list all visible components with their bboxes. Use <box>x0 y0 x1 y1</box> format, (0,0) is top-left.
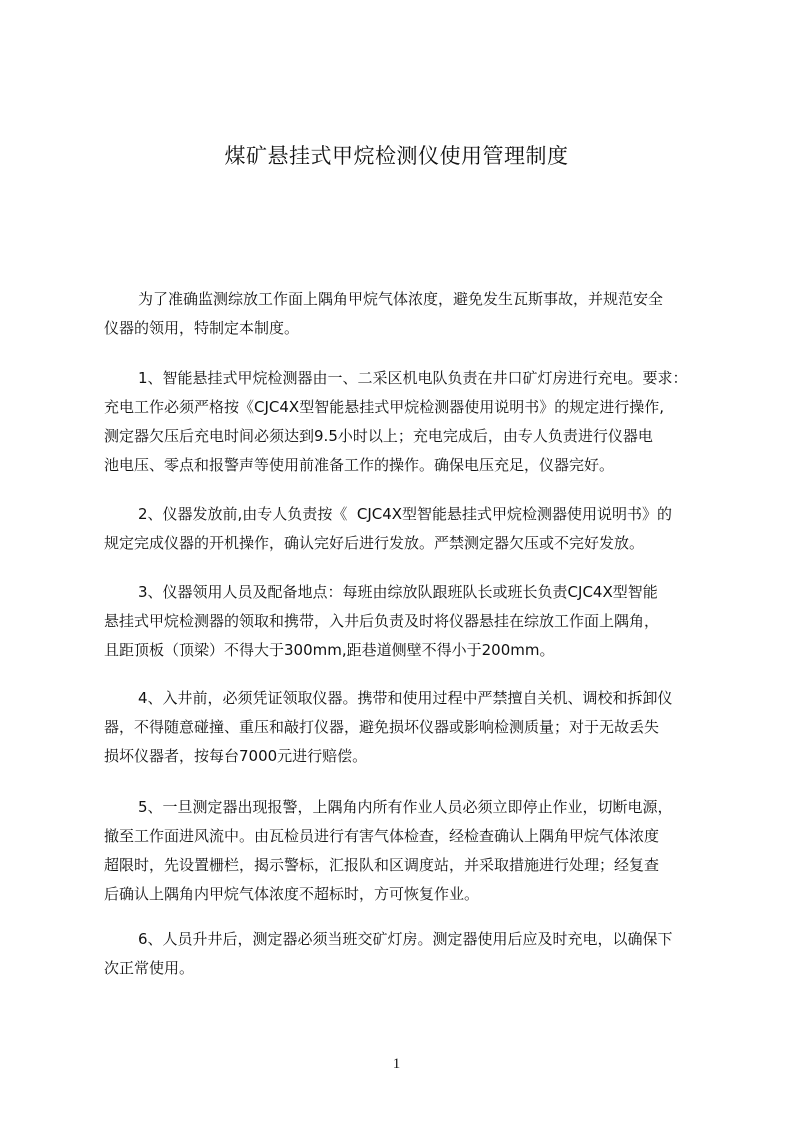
page-number: 1 <box>392 1056 401 1072</box>
paragraph-line: 2、仪器发放前,由专人负责按《 CJC4X型智能悬挂式甲烷检测器使用说明书》的 <box>138 505 673 523</box>
paragraph-intro <box>104 285 708 343</box>
paragraph-line: 6、人员升井后，测定器必须当班交矿灯房。测定器使用后应及时充电，以确保下 <box>138 930 673 948</box>
paragraph-rule-3 <box>104 578 708 665</box>
paragraph-rule-6 <box>104 925 708 983</box>
paragraph-line: 悬挂式甲烷检测器的领取和携带，入井后负责及时将仪器悬挂在综放工作面上隅角， <box>104 612 660 630</box>
paragraph-line: 5、一旦测定器出现报警，上隅角内所有作业人员必须立即停止作业，切断电源， <box>138 798 673 816</box>
paragraph-line: 规定完成仪器的开机操作，确认完好后进行发放。严禁测定器欠压或不完好发放。 <box>104 534 645 552</box>
paragraph-rule-4 <box>104 684 708 771</box>
paragraph-rule-5 <box>104 793 708 909</box>
paragraph-line: 撤至工作面进风流中。由瓦检员进行有害气体检查，经检查确认上隅角甲烷气体浓度 <box>104 827 660 845</box>
paragraph-line: 测定器欠压后充电时间必须达到9.5小时以上；充电完成后，由专人负责进行仪器电 <box>104 427 653 445</box>
paragraph-line: 超限时，先设置栅栏，揭示警标，汇报队和区调度站，并采取措施进行处理；经复查 <box>104 856 660 874</box>
paragraph-line: 1、智能悬挂式甲烷检测器由一、二采区机电队负责在井口矿灯房进行充电。要求： <box>138 369 688 387</box>
paragraph-line: 后确认上隅角内甲烷气体浓度不超标时，方可恢复作业。 <box>104 885 480 903</box>
paragraph-line: 且距顶板（顶梁）不得大于300mm,距巷道侧壁不得小于200mm。 <box>104 641 555 659</box>
paragraph-line: 池电压、零点和报警声等使用前准备工作的操作。确保电压充足，仪器完好。 <box>104 456 615 474</box>
document-title: 煤矿悬挂式甲烷检测仪使用管理制度 <box>224 144 569 168</box>
paragraph-line: 充电工作必须严格按《CJC4X型智能悬挂式甲烷检测器使用说明书》的规定进行操作, <box>104 398 664 416</box>
paragraph-line: 仪器的领用，特制定本制度。 <box>104 319 300 337</box>
paragraph-rule-1 <box>104 364 708 480</box>
paragraph-line: 为了准确监测综放工作面上隅角甲烷气体浓度，避免发生瓦斯事故，并规范安全 <box>138 290 664 308</box>
paragraph-line: 损坏仪器者，按每台7000元进行赔偿。 <box>104 747 368 765</box>
paragraph-line: 4、入井前，必须凭证领取仪器。携带和使用过程中严禁擅自关机、调校和拆卸仪 <box>138 689 673 707</box>
paragraph-rule-2 <box>104 500 708 558</box>
paragraph-line: 次正常使用。 <box>104 959 195 977</box>
paragraph-line: 3、仪器领用人员及配备地点：每班由综放队跟班队长或班长负责CJC4X型智能 <box>138 583 658 601</box>
paragraph-line: 器，不得随意碰撞、重压和敲打仪器，避免损坏仪器或影响检测质量；对于无故丢失 <box>104 718 660 736</box>
